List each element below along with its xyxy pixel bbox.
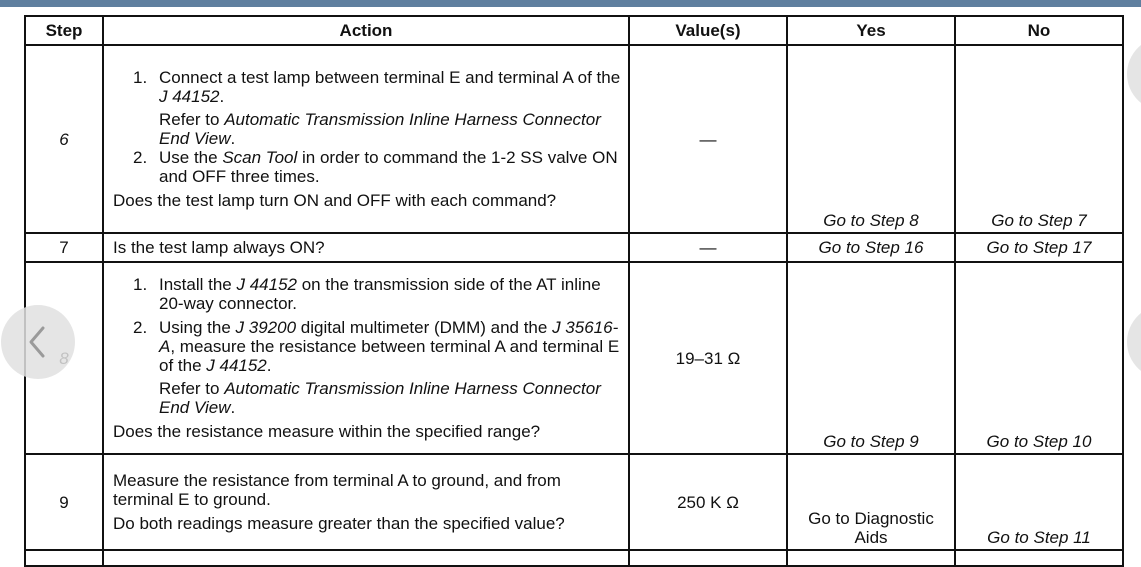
- tool-reference: J 44152: [159, 87, 220, 106]
- action-question: Is the test lamp always ON?: [103, 233, 629, 262]
- step-number: 7: [25, 233, 103, 262]
- yes-link[interactable]: Go to Diagnostic Aids: [787, 454, 955, 550]
- value-cell: —: [629, 45, 787, 233]
- no-link[interactable]: Go to Step 17: [955, 233, 1123, 262]
- action-cell: [103, 454, 629, 550]
- previous-page-button[interactable]: [1, 305, 75, 379]
- action-list-item: [113, 318, 622, 375]
- next-page-button[interactable]: [1127, 305, 1141, 379]
- tool-reference: J 44152: [236, 275, 297, 294]
- yes-link[interactable]: Go to Step 8: [787, 45, 955, 233]
- action-list: [113, 68, 622, 106]
- header-yes: Yes: [787, 16, 955, 45]
- action-list-item: [113, 275, 622, 313]
- reference-prefix: Refer to: [159, 379, 225, 398]
- empty-cell: [103, 550, 629, 566]
- tool-reference: J 39200: [235, 318, 297, 337]
- empty-cell: [787, 550, 955, 566]
- action-text: Using the: [159, 318, 236, 337]
- action-text: Use the: [159, 148, 223, 167]
- reference-note: [113, 379, 622, 417]
- top-window-bar: [0, 0, 1141, 7]
- action-text: Connect a test lamp between terminal E and terminal A of the: [159, 68, 621, 87]
- overlay-button-top[interactable]: [1127, 37, 1141, 111]
- action-list-item: [113, 148, 622, 186]
- header-action: Action: [103, 16, 629, 45]
- action-text: on the transmission side of the AT inline 20-way connector.: [159, 275, 601, 313]
- action-text: Measure the resistance from terminal A to ground, and from terminal E to ground.: [113, 471, 561, 509]
- list-number: 2.: [133, 318, 148, 337]
- header-values: Value(s): [629, 16, 787, 45]
- step-number: 9: [25, 454, 103, 550]
- table-header-row: [25, 16, 1123, 45]
- reference-link[interactable]: Automatic Transmission Inline Harness Connector End View: [159, 110, 601, 148]
- yes-link[interactable]: Go to Step 16: [787, 233, 955, 262]
- no-link[interactable]: Go to Step 7: [955, 45, 1123, 233]
- reference-suffix: .: [230, 398, 236, 417]
- table-row: [25, 262, 1123, 454]
- action-question: Does the resistance measure within the specified range?: [113, 422, 541, 441]
- tool-reference: J 35616-A: [159, 318, 619, 356]
- action-text: in order to command the 1-2 SS valve ON and OFF three times.: [159, 148, 618, 186]
- action-text: , measure the resistance between terminal A and terminal E of the: [159, 337, 620, 375]
- table-row: [25, 550, 1123, 566]
- diagnostic-table: [24, 15, 1124, 567]
- list-number: 1.: [133, 275, 148, 294]
- step-number: 6: [25, 45, 103, 233]
- no-link[interactable]: Go to Step 11: [955, 454, 1123, 550]
- reference-suffix: .: [230, 129, 236, 148]
- empty-cell: [25, 550, 103, 566]
- reference-prefix: Refer to: [159, 110, 225, 129]
- action-question: Do both readings measure greater than the specified value?: [113, 514, 565, 533]
- reference-link[interactable]: Automatic Transmission Inline Harness Connector End View: [159, 379, 601, 417]
- action-text: .: [266, 356, 272, 375]
- chevron-left-icon: [23, 322, 53, 362]
- action-text: digital multimeter (DMM) and the: [296, 318, 553, 337]
- header-no: No: [955, 16, 1123, 45]
- action-cell: [103, 45, 629, 233]
- action-list: [113, 275, 622, 375]
- action-cell: [103, 262, 629, 454]
- action-question: Does the test lamp turn ON and OFF with each command?: [113, 191, 557, 210]
- action-list-item: [113, 68, 622, 106]
- action-text: .: [219, 87, 225, 106]
- table-row: [25, 45, 1123, 233]
- list-number: 2.: [133, 148, 148, 167]
- empty-cell: [955, 550, 1123, 566]
- list-number: 1.: [133, 68, 148, 87]
- table-row: [25, 233, 1123, 262]
- tool-reference: J 44152: [206, 356, 267, 375]
- value-cell: 19–31 Ω: [629, 262, 787, 454]
- value-cell: 250 K Ω: [629, 454, 787, 550]
- yes-link[interactable]: Go to Step 9: [787, 262, 955, 454]
- empty-cell: [629, 550, 787, 566]
- header-step: Step: [25, 16, 103, 45]
- no-link[interactable]: Go to Step 10: [955, 262, 1123, 454]
- tool-reference: Scan Tool: [222, 148, 298, 167]
- reference-note: [113, 110, 622, 148]
- action-text: Install the: [159, 275, 237, 294]
- action-list: [113, 148, 622, 186]
- table-row: [25, 454, 1123, 550]
- value-cell: —: [629, 233, 787, 262]
